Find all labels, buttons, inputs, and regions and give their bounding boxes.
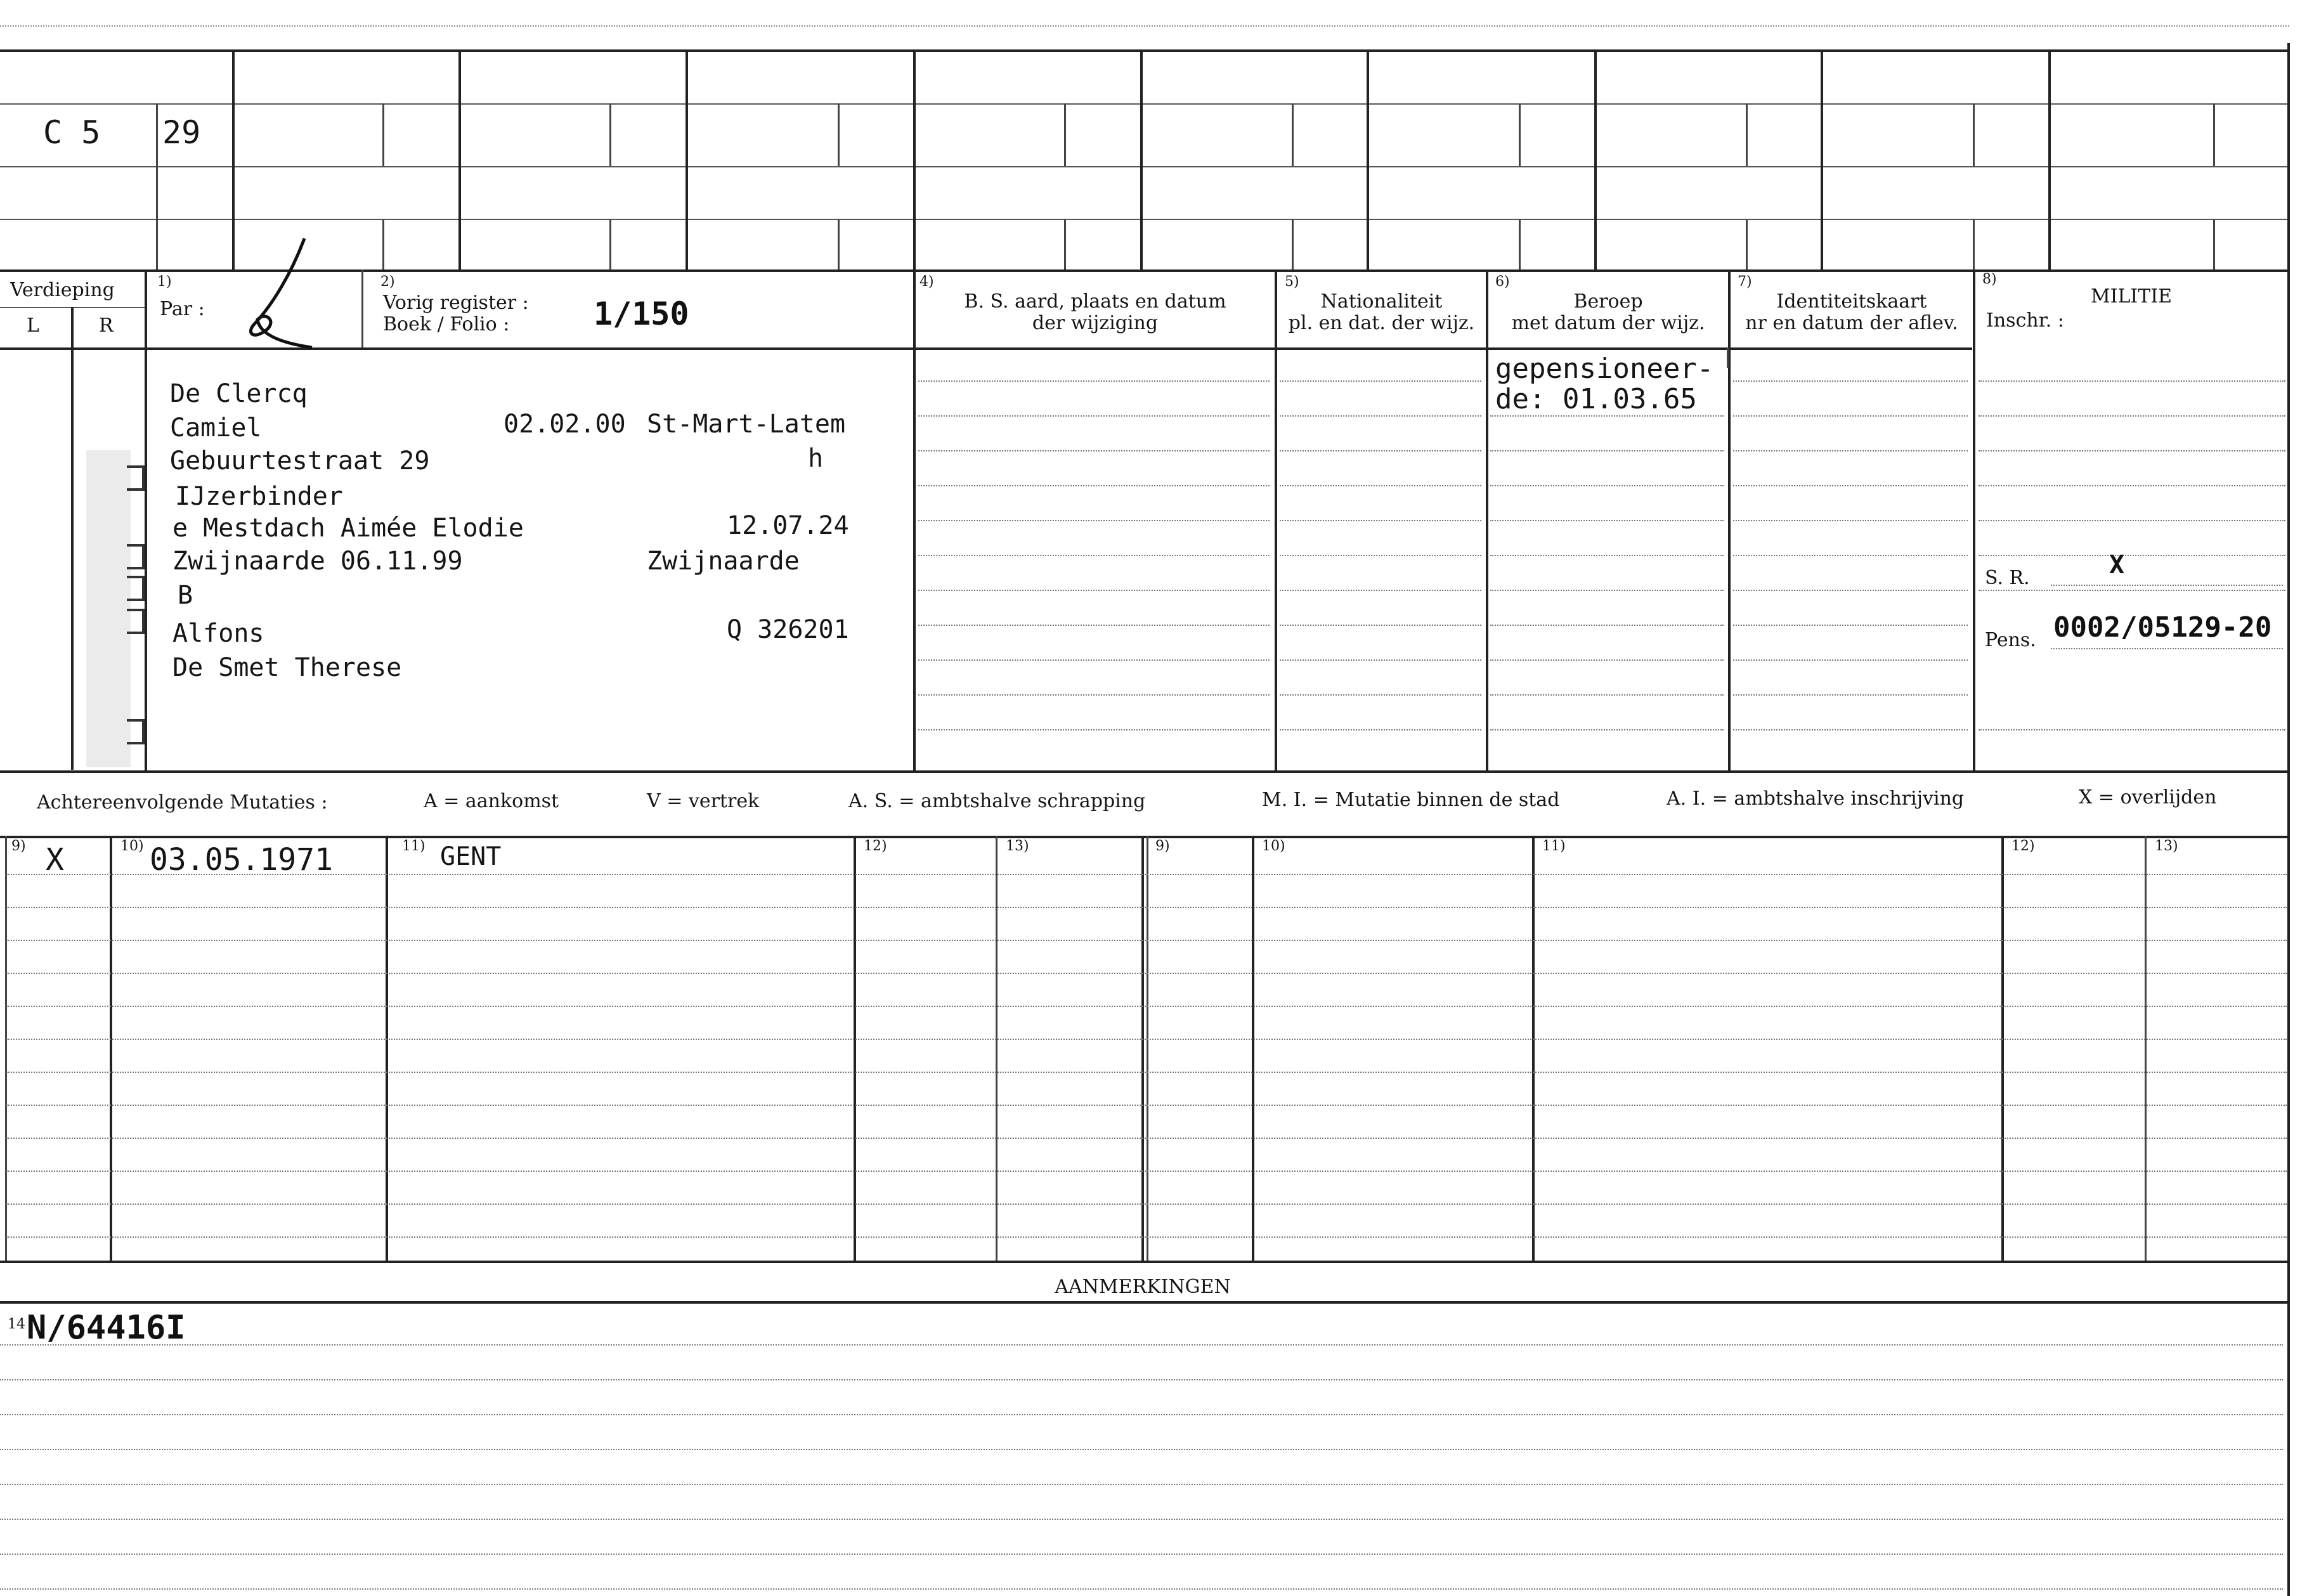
- pens-label: Pens.: [1985, 629, 2036, 651]
- vorig-register-label: Vorig register :: [383, 292, 529, 314]
- legend-schrapping: A. S. = ambtshalve schrapping: [848, 790, 1146, 812]
- beroep-note-line2: de: 01.03.65: [1495, 383, 1697, 415]
- mut-header-10-right: 10): [1262, 838, 1285, 854]
- nationaliteit-number: 5): [1285, 274, 1299, 290]
- beroep-number: 6): [1495, 274, 1510, 290]
- identiteit-number: 7): [1738, 274, 1752, 290]
- bs-header-line1: B. S. aard, plaats en datum: [964, 290, 1226, 313]
- verdieping-left: L: [27, 315, 39, 337]
- mutation-type: X: [46, 842, 64, 878]
- remarks-top-rule: [0, 1301, 2289, 1304]
- par-label: Par :: [160, 298, 205, 320]
- legend-title: Achtereenvolgende Mutaties :: [37, 791, 328, 814]
- person-birth-date: 02.02.00: [504, 410, 626, 439]
- sr-value: X: [2109, 550, 2125, 580]
- remarks-value: N/64416I: [27, 1309, 186, 1347]
- mut-header-13-left: 13): [1006, 838, 1029, 854]
- nationaliteit-header-line1: Nationaliteit: [1320, 290, 1443, 313]
- person-spouse-date: 12.07.24: [727, 511, 849, 540]
- mut-header-9-right: 9): [1155, 838, 1170, 854]
- legend-vertrek: V = vertrek: [647, 790, 760, 812]
- person-firstname: Camiel: [170, 413, 262, 443]
- legend-mutatie: M. I. = Mutatie binnen de stad: [1262, 789, 1560, 811]
- person-mother: De Smet Therese: [172, 653, 402, 682]
- mut-header-11-right: 11): [1542, 838, 1566, 854]
- person-father: Alfons: [172, 619, 264, 648]
- mut-header-11-left: 11): [402, 838, 426, 854]
- nationaliteit-header-line2: pl. en dat. der wijz.: [1288, 312, 1475, 334]
- militie-number: 8): [1982, 271, 1997, 287]
- person-address-code: h: [808, 444, 824, 473]
- mut-header-9-left: 9): [11, 838, 26, 854]
- person-id-number: Q 326201: [727, 615, 849, 644]
- mut-header-13-right: 13): [2155, 838, 2178, 854]
- militie-title: MILITIE: [2090, 285, 2173, 308]
- binder-holes-decoration: [82, 444, 159, 774]
- legend-overlijden: X = overlijden: [2079, 786, 2217, 808]
- remarks-number: 14: [8, 1316, 25, 1332]
- person-surname: De Clercq: [170, 379, 308, 408]
- person-spouse-place: Zwijnaarde: [647, 547, 800, 576]
- legend-aankomst: A = aankomst: [424, 790, 559, 812]
- par-handwritten-mark: [241, 235, 330, 361]
- legend-top-rule: [0, 770, 2289, 773]
- person-birth-place: St-Mart-Latem: [647, 410, 846, 439]
- card-number: 29: [162, 114, 201, 151]
- beroep-note-line1: gepensioneer-: [1495, 353, 1714, 385]
- person-nationality-code: B: [178, 581, 193, 610]
- beroep-header-line1: Beroep: [1573, 290, 1643, 313]
- person-occupation: IJzerbinder: [175, 482, 343, 511]
- mut-header-12-left: 12): [864, 838, 887, 854]
- verdieping-right: R: [99, 315, 114, 337]
- mut-header-10-left: 10): [120, 838, 144, 854]
- sr-label: S. R.: [1985, 567, 2030, 589]
- vorig-register-number: 2): [380, 274, 395, 290]
- beroep-header-line2: met datum der wijz.: [1511, 312, 1705, 334]
- legend-inschrijving: A. I. = ambtshalve inschrijving: [1667, 788, 1965, 810]
- bs-number: 4): [920, 274, 934, 290]
- mutation-place: GENT: [440, 842, 502, 871]
- boek-folio-label: Boek / Folio :: [383, 313, 510, 335]
- person-address: Gebuurtestraat 29: [170, 446, 430, 476]
- person-spouse-birth: Zwijnaarde 06.11.99: [172, 547, 463, 576]
- identiteit-header-line2: nr en datum der aflev.: [1745, 312, 1958, 334]
- pens-value: 0002/05129-20: [2053, 611, 2272, 644]
- verdieping-label: Verdieping: [10, 279, 115, 301]
- mut-header-12-right: 12): [2011, 838, 2035, 854]
- par-number: 1): [157, 274, 172, 290]
- bs-header-line2: der wijziging: [1032, 312, 1159, 334]
- militie-inschr-label: Inschr. :: [1986, 309, 2064, 332]
- remarks-title: AANMERKINGEN: [1055, 1276, 1231, 1298]
- card-block-code: C 5: [43, 114, 101, 151]
- person-spouse: e Mestdach Aimée Elodie: [172, 514, 524, 543]
- identiteit-header-line1: Identiteitskaart: [1776, 290, 1927, 313]
- vorig-register-value: 1/150: [594, 295, 689, 332]
- mutation-date: 03.05.1971: [150, 842, 333, 878]
